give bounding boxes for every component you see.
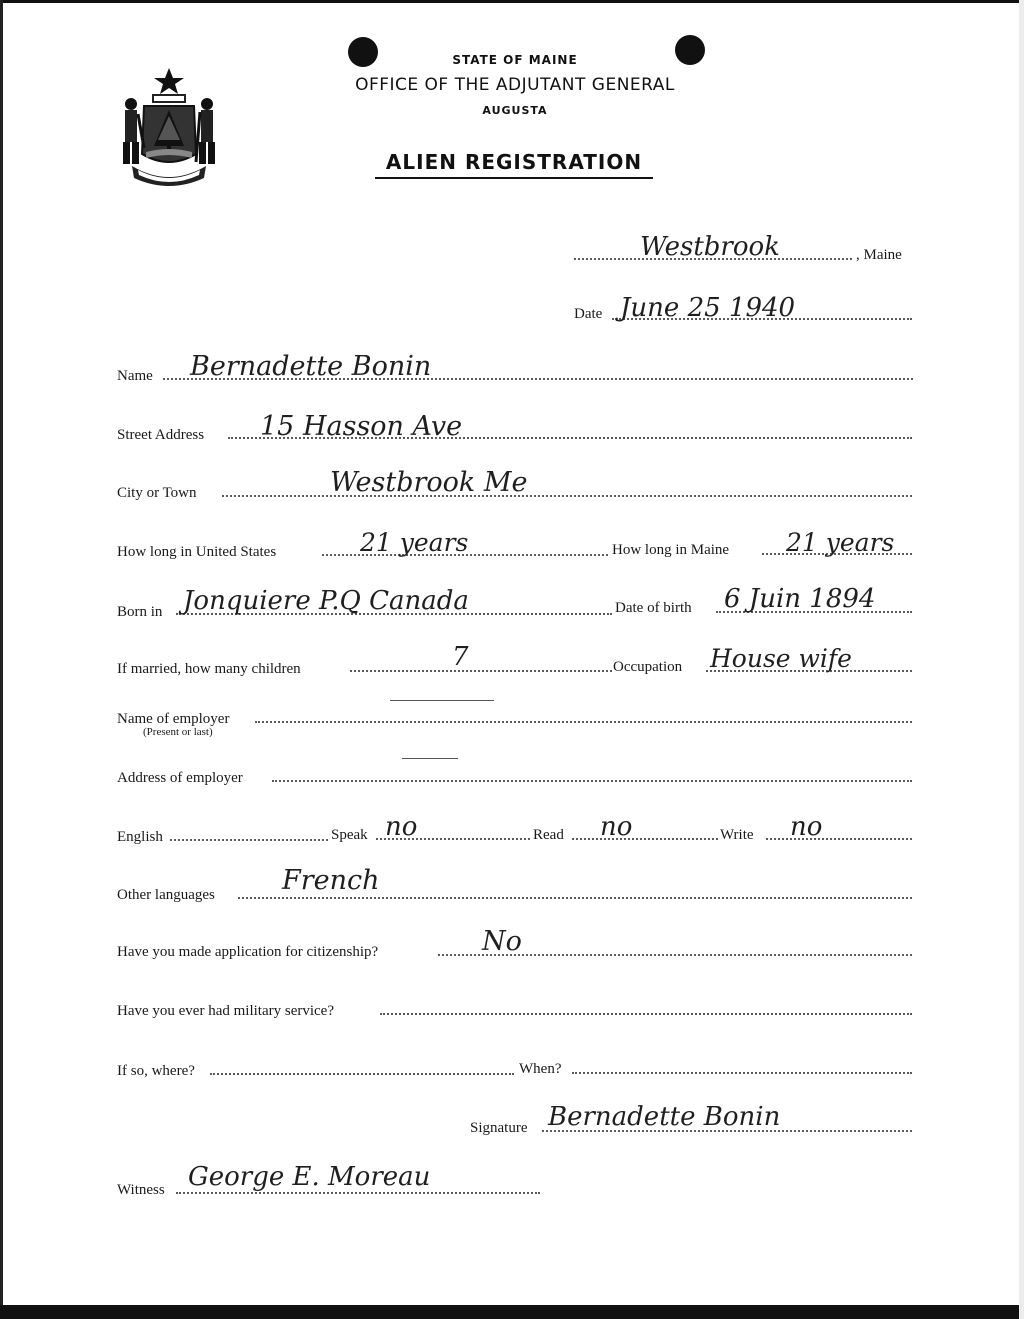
other-languages-label: Other languages [117, 887, 215, 903]
english-line [170, 839, 328, 841]
witness-label: Witness [117, 1182, 165, 1198]
date-label: Date [574, 306, 603, 322]
employer-line [255, 721, 912, 723]
employer-address-label: Address of employer [117, 770, 243, 786]
signature-label: Signature [470, 1120, 528, 1136]
occupation-label: Occupation [613, 659, 683, 675]
scan-border-top [0, 0, 1024, 3]
speak-label: Speak [331, 827, 368, 843]
military-line [380, 1013, 912, 1015]
title-underline [375, 177, 653, 179]
children-label: If married, how many children [117, 661, 301, 677]
place-suffix: , Maine [856, 247, 902, 263]
place-value: Westbrook [640, 232, 780, 262]
header-city: AUGUSTA [482, 104, 548, 117]
city-label: City or Town [117, 485, 197, 501]
citizenship-label: Have you made application for citizenship? [117, 944, 379, 960]
city-line [222, 495, 912, 497]
write-line [766, 838, 912, 840]
write-label: Write [720, 827, 754, 843]
street-value: 15 Hasson Ave [260, 411, 463, 442]
read-line [572, 838, 718, 840]
military-label: Have you ever had military service? [117, 1003, 334, 1019]
date-value: June 25 1940 [620, 293, 796, 323]
header-office: OFFICE OF THE ADJUTANT GENERAL [355, 75, 675, 95]
when-line [572, 1072, 912, 1074]
years-maine-label: How long in Maine [612, 542, 730, 558]
read-value: no [600, 812, 633, 842]
speak-value: no [385, 812, 418, 842]
citizenship-value: No [482, 926, 522, 957]
employer-note: (Present or last) [143, 726, 213, 738]
street-label: Street Address [117, 427, 205, 443]
english-label: English [117, 829, 163, 845]
name-label: Name [117, 368, 153, 384]
maine-state-seal-icon [114, 66, 224, 190]
form-title: ALIEN REGISTRATION [385, 150, 643, 174]
born-in-label: Born in [117, 604, 163, 620]
scan-border-left [0, 0, 3, 1319]
city-value: Westbrook Me [330, 467, 528, 498]
occupation-value: House wife [710, 644, 852, 673]
years-maine-value: 21 years [786, 528, 895, 557]
children-value: 7 [452, 642, 469, 672]
signature-value: Bernadette Bonin [548, 1102, 781, 1132]
years-us-label: How long in United States [117, 544, 277, 560]
scan-border-right [1019, 0, 1024, 1319]
employer-address-line [272, 780, 912, 782]
read-label: Read [533, 827, 564, 843]
employer-dash [390, 700, 494, 701]
name-value: Bernadette Bonin [190, 351, 432, 382]
when-label: When? [519, 1061, 562, 1077]
where-label: If so, where? [117, 1063, 195, 1079]
witness-value: George E. Moreau [188, 1162, 431, 1192]
years-us-value: 21 years [360, 528, 469, 557]
dob-label: Date of birth [615, 600, 692, 616]
write-value: no [790, 812, 823, 842]
header-state: STATE OF MAINE [452, 53, 578, 67]
born-in-value: Jonquiere P.Q Canada [183, 586, 469, 616]
children-line [350, 670, 612, 672]
dob-value: 6 Juin 1894 [724, 584, 876, 614]
employer-label: Name of employer [117, 711, 230, 727]
where-line [210, 1073, 514, 1075]
scan-border-bottom [0, 1305, 1024, 1319]
employer-address-dash [402, 758, 458, 759]
other-languages-value: French [282, 865, 380, 896]
